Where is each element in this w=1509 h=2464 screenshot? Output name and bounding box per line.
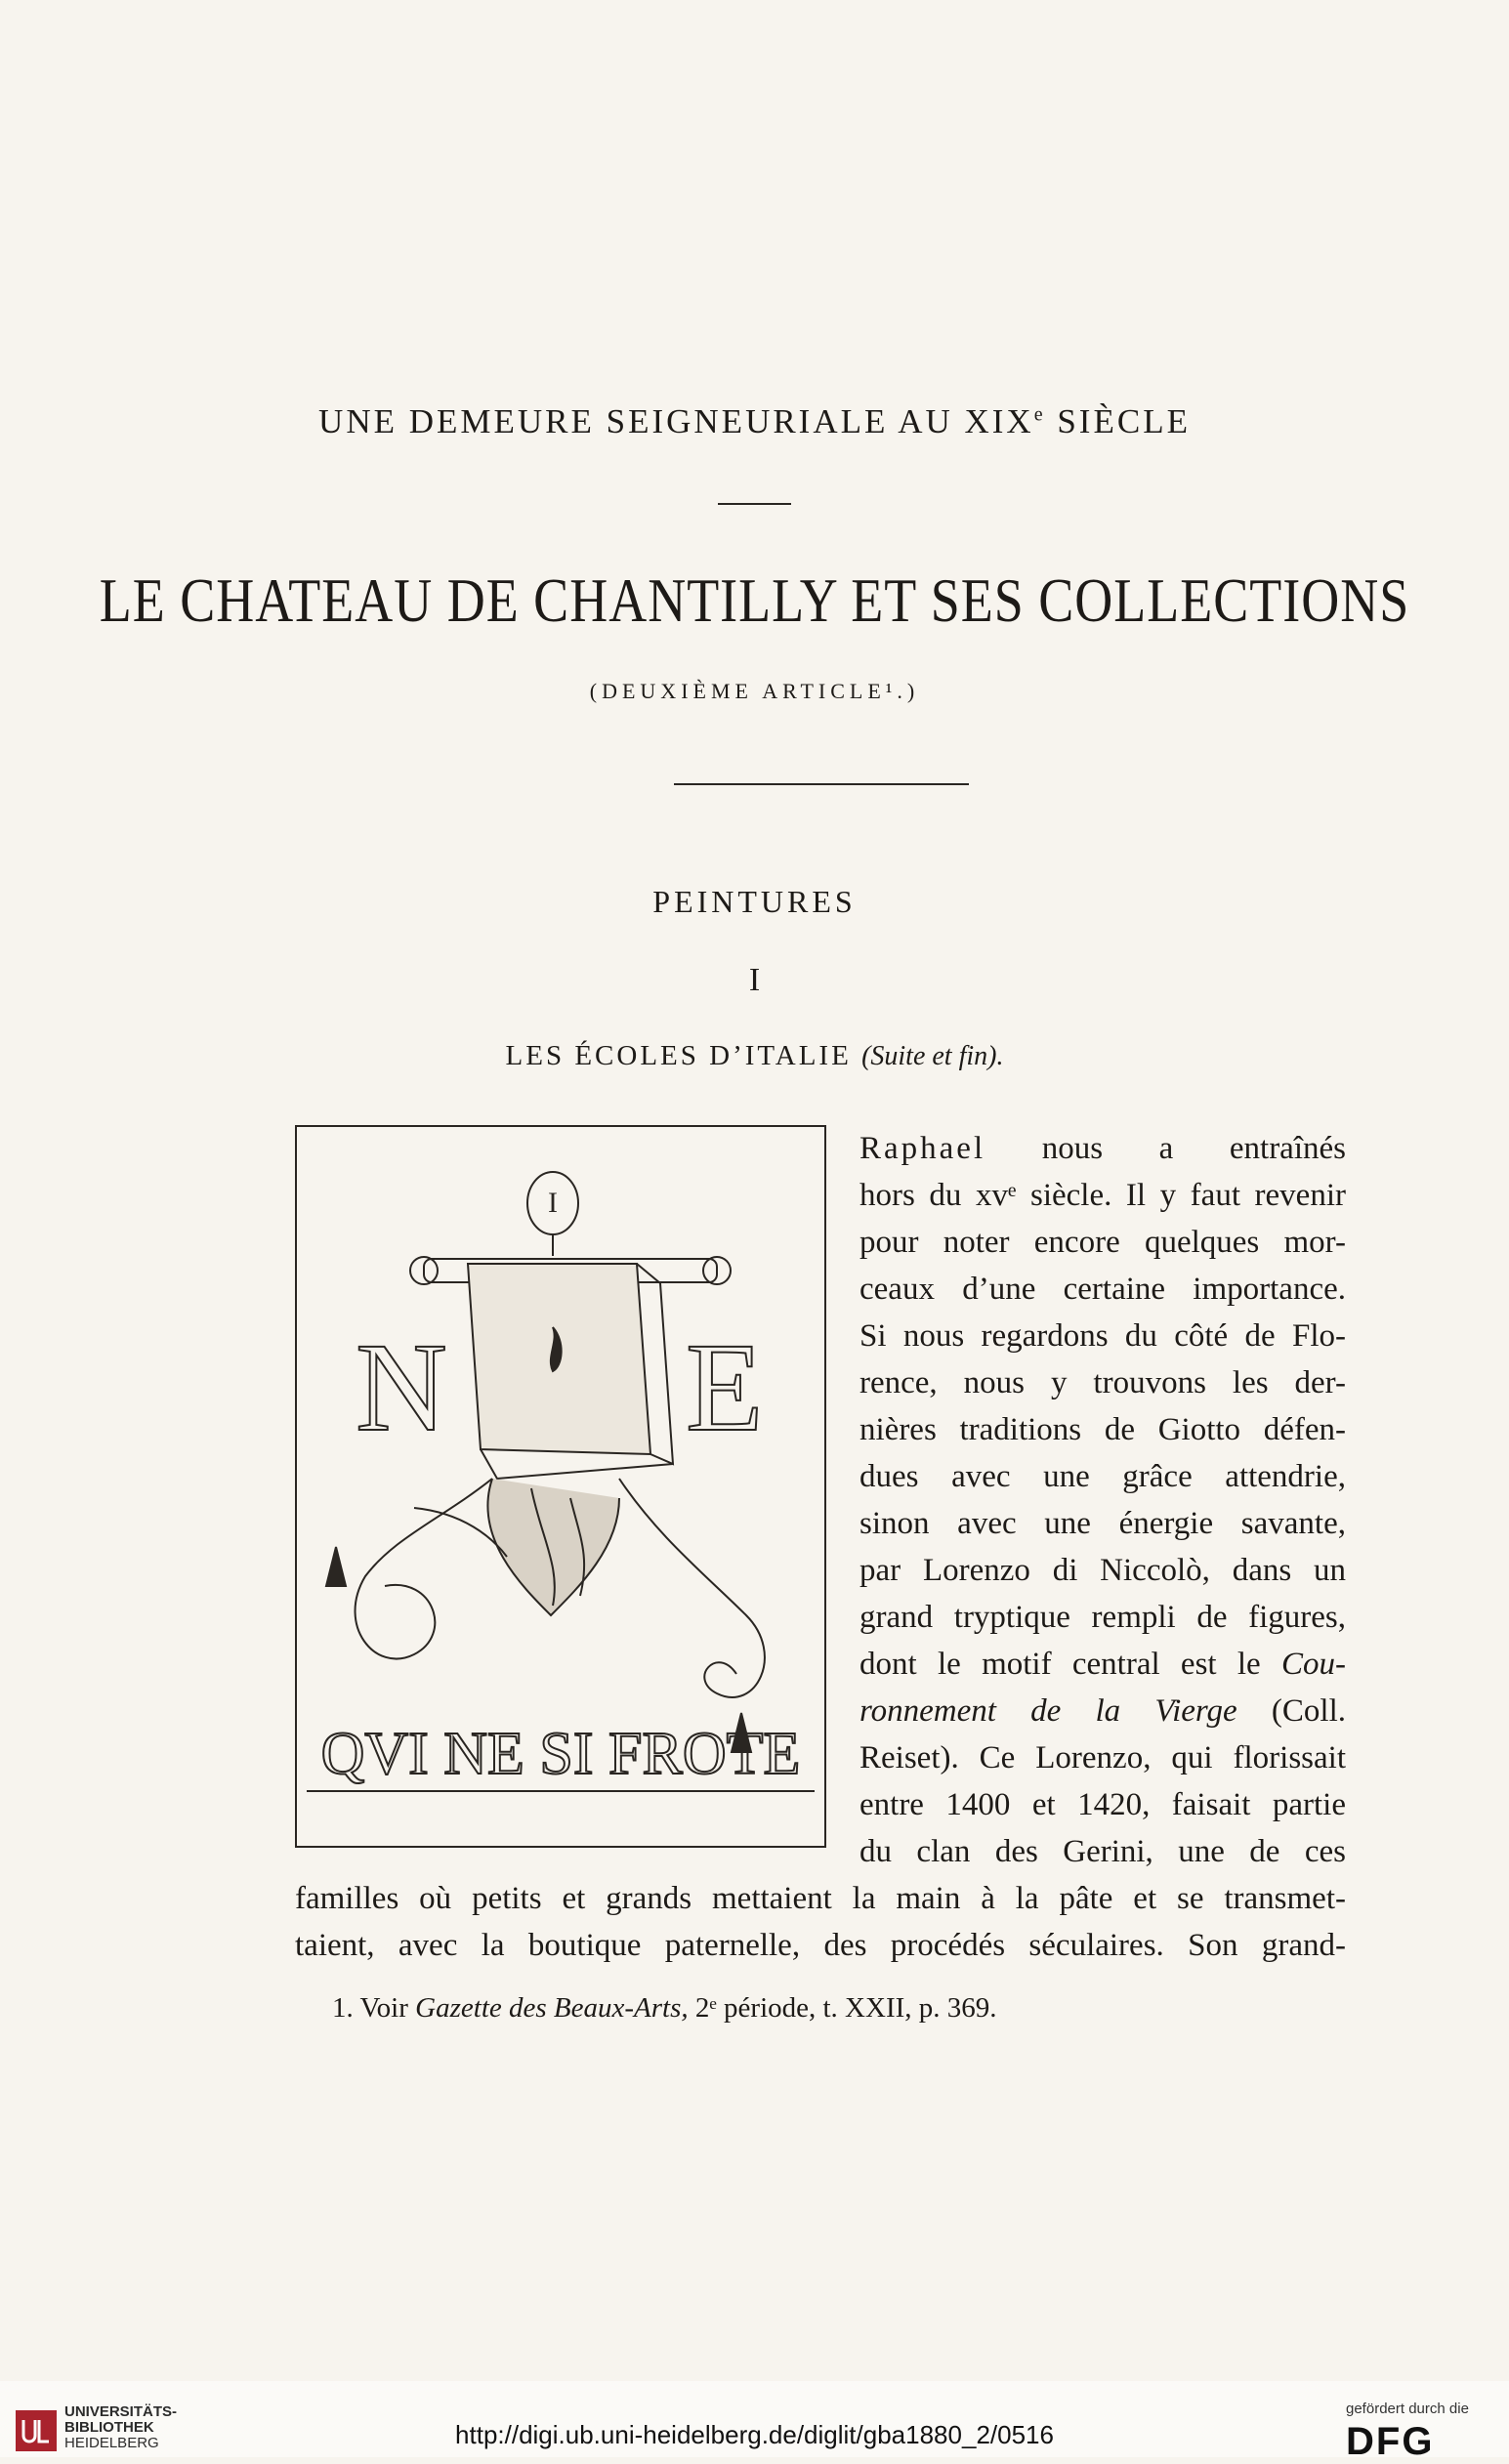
text-line: ceaux d’une certaine importance. xyxy=(859,1272,1346,1307)
text-line xyxy=(859,1688,1346,1734)
library-name-line: HEIDELBERG xyxy=(64,2435,159,2451)
text-line: rence, nous y trouvons les der- xyxy=(859,1365,1346,1400)
footnote xyxy=(332,1992,997,2025)
text-line: familles où petits et grands mettaient la main à la pâte et se transmet- xyxy=(295,1881,1346,1916)
subsection-note: (Suite et fin). xyxy=(861,1041,1004,1071)
text-line: taient, avec la boutique paternelle, des procédés séculaires. Son grand- xyxy=(295,1928,1346,1963)
text-line: dues avec une grâce attendrie, xyxy=(859,1459,1346,1494)
text-line: grand tryptique rempli de figures, xyxy=(859,1600,1346,1635)
running-head xyxy=(0,402,1509,441)
text-span: nous a entraînés xyxy=(985,1131,1346,1166)
text-line: Si nous regardons du côté de Flo- xyxy=(859,1318,1346,1354)
text-line: pour noter encore quelques mor- xyxy=(859,1225,1346,1260)
emblem-illustration xyxy=(295,1125,826,1848)
section-title: PEINTURES xyxy=(652,884,857,919)
section-number: I xyxy=(748,962,761,998)
article-subtitle: (DEUXIÈME ARTICLE¹.) xyxy=(589,679,920,703)
text-span: dont le motif central est le xyxy=(859,1647,1281,1682)
footnote-prefix: 1. Voir xyxy=(332,1992,416,2024)
section-divider-rule xyxy=(674,783,969,785)
emblem-letter-e: E xyxy=(686,1317,764,1458)
text-line: Reiset). Ce Lorenzo, qui florissait xyxy=(859,1740,1346,1775)
library-name-line: UNIVERSITÄTS- xyxy=(64,2403,178,2420)
text-line: par Lorenzo di Niccolò, dans un xyxy=(859,1553,1346,1588)
running-head-text: UNE DEMEURE SEIGNEURIALE AU XIX xyxy=(318,402,1034,440)
text-line: du clan des Gerini, une de ces xyxy=(859,1834,1346,1869)
italic-span: Cou- xyxy=(1281,1647,1346,1682)
text-line: hors du xvᵉ siècle. Il y faut revenir xyxy=(859,1178,1346,1213)
running-head-suffix: SIÈCLE xyxy=(1045,402,1191,440)
text-line: sinon avec une énergie savante, xyxy=(859,1506,1346,1541)
library-name-line: BIBLIOTHEK xyxy=(64,2419,154,2436)
dfg-logo: DFG xyxy=(1346,2420,1435,2463)
running-head-superscript: e xyxy=(1033,403,1046,426)
footnote-suffix: 2ᵉ période, t. XXII, p. 369. xyxy=(688,1992,997,2024)
emblem-drawing xyxy=(297,1127,824,1846)
funded-by-label: gefördert durch die xyxy=(1346,2401,1469,2417)
italic-span: ronnement de la Vierge xyxy=(859,1693,1237,1729)
emblem-medallion-letter: I xyxy=(548,1187,558,1219)
source-url-link[interactable]: http://digi.ub.uni-heidelberg.de/diglit/gba1880_2/0516 xyxy=(455,2420,1054,2449)
text-line xyxy=(859,1641,1346,1688)
article-title: LE CHATEAU DE CHANTILLY ET SES COLLECTIONS xyxy=(99,565,1410,635)
text-span: (Coll. xyxy=(1237,1693,1346,1729)
text-line: entre 1400 et 1420, faisait partie xyxy=(859,1787,1346,1822)
small-caps-name: Raphael xyxy=(859,1131,986,1166)
subsection-title xyxy=(0,1040,1509,1072)
text-line: nières traditions de Giotto défen- xyxy=(859,1412,1346,1447)
footnote-journal: Gazette des Beaux-Arts, xyxy=(415,1992,689,2024)
text-line xyxy=(859,1125,1346,1172)
emblem-motto: QVI NE SI FROTE xyxy=(320,1721,801,1787)
emblem-letter-n: N xyxy=(356,1317,447,1458)
subsection-title-text: LES ÉCOLES D’ITALIE xyxy=(505,1040,852,1071)
short-rule xyxy=(718,503,791,505)
